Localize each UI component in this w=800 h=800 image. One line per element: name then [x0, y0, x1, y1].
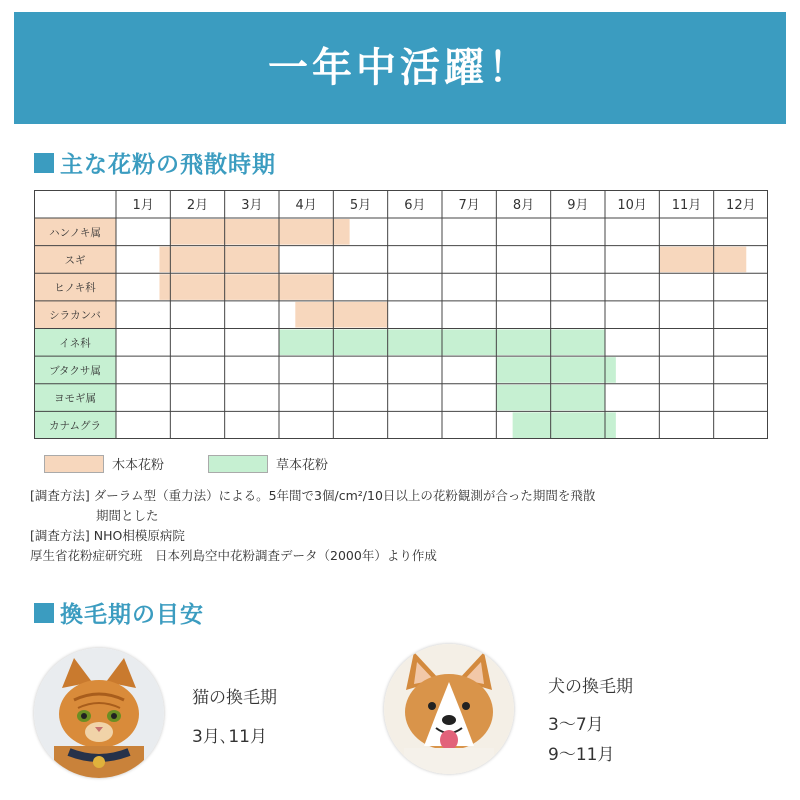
- month-header-label: 8月: [512, 198, 535, 213]
- note-line-1b: 期間とした: [96, 508, 159, 523]
- month-header-label: 1月: [132, 198, 154, 213]
- month-header-label: 10月: [617, 198, 647, 213]
- row-label-text: イネ科: [59, 337, 91, 350]
- pollen-chart-svg: [34, 190, 768, 439]
- pollen-period-bar: [659, 247, 746, 273]
- survey-notes: [30, 486, 770, 566]
- heading-square-icon: [34, 153, 54, 173]
- month-header-label: 4月: [295, 198, 317, 213]
- legend-item-herbal: [208, 454, 328, 473]
- row-label-text: ヒノキ科: [54, 282, 96, 295]
- legend-item-woody: [44, 454, 164, 473]
- cat-illustration-icon: [34, 648, 164, 778]
- pollen-period-bar: [513, 412, 616, 438]
- dog-molt-period-2: 9～11月: [548, 745, 615, 765]
- cat-photo: [34, 648, 164, 778]
- month-header-label: 3月: [241, 198, 263, 213]
- row-label-text: スギ: [64, 254, 86, 267]
- legend-label-woody: 木本花粉: [112, 458, 165, 473]
- dog-molt-period-1: 3～7月: [548, 715, 604, 735]
- dog-illustration-icon: [384, 644, 514, 774]
- month-header-label: 2月: [186, 198, 209, 213]
- legend-swatch-herbal: [208, 455, 268, 473]
- pollen-period-bar: [170, 219, 349, 245]
- top-banner: [14, 12, 786, 124]
- pollen-period-bar: [496, 357, 616, 383]
- banner-title: 一年中活躍！: [268, 45, 532, 91]
- dog-photo: [384, 644, 514, 774]
- pollen-period-bar: [159, 247, 279, 273]
- dog-molt-title: 犬の換毛期: [548, 677, 633, 697]
- legend-label-herbal: 草本花粉: [276, 458, 329, 473]
- pollen-section-heading: [34, 146, 276, 179]
- row-label-text: ハンノキ属: [49, 226, 101, 239]
- legend-swatch-woody: [44, 455, 104, 473]
- table-background: [34, 190, 768, 439]
- row-label-text: ブタクサ属: [49, 364, 101, 377]
- month-header-label: 6月: [404, 198, 426, 213]
- pollen-heading-text: 主な花粉の飛散時期: [60, 152, 276, 178]
- row-label-text: ヨモギ属: [54, 392, 96, 405]
- month-header-label: 12月: [726, 198, 756, 213]
- note-line-1: [調査方法] ダーラム型（重力法）による。5年間で3個/cm²/10日以上の花粉観測が合った期間を飛散: [30, 488, 596, 503]
- row-label-text: カナムグラ: [49, 420, 101, 433]
- molt-section-heading: [34, 596, 204, 629]
- month-header-label: 11月: [671, 198, 702, 213]
- chart-legend: [44, 454, 464, 474]
- month-header-label: 5月: [349, 198, 372, 213]
- heading-square-icon: [34, 603, 54, 623]
- note-line-3: 厚生省花粉症研究班 日本列島空中花粉調査データ（2000年）より作成: [30, 548, 437, 563]
- pollen-period-bar: [295, 302, 387, 328]
- pollen-period-bar: [159, 274, 333, 300]
- cat-molt-title: 猫の換毛期: [192, 688, 277, 708]
- month-header-label: 7月: [458, 198, 480, 213]
- note-line-2: [調査方法] NHO相模原病院: [30, 528, 185, 543]
- month-header-label: 9月: [567, 198, 589, 213]
- row-label-text: シラカンバ: [49, 309, 101, 322]
- molt-heading-text: 換毛期の目安: [60, 602, 204, 628]
- pollen-schedule-table: [34, 190, 768, 439]
- cat-molt-period: 3月､11月: [192, 727, 267, 747]
